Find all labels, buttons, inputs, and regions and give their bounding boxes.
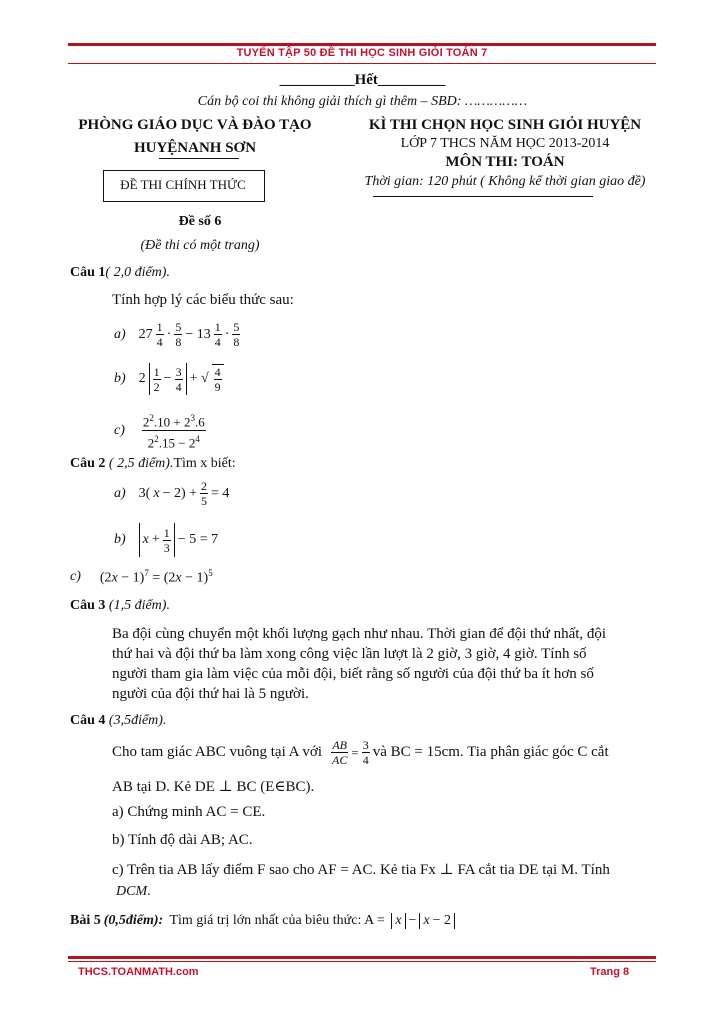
- q3-line1: Ba đội cùng chuyển một khối lượng gạch như nhau. Thời gian để đội thứ nhất, đội: [112, 626, 607, 642]
- q1-label: Câu 1: [70, 265, 106, 280]
- q4-angle: DCM.: [116, 884, 151, 899]
- q1a-label: a): [114, 326, 126, 342]
- footer-page: Trang 8: [590, 966, 630, 978]
- q1-points: ( 2,0 điểm).: [105, 265, 170, 280]
- exam-underline: [373, 196, 593, 197]
- q2-heading: [70, 456, 236, 472]
- q2-intro: Tìm x biết:: [173, 456, 236, 471]
- q4-part-b: b) Tính độ dài AB; AC.: [112, 832, 253, 848]
- q4-angle-text: DCM: [116, 884, 148, 899]
- q1a-expr: a) 27 $\frac{1}{4}$ · $\frac{5}{8}$ − 13 $\frac{1}{4}$ · $\frac{5}{8}$: [114, 320, 240, 349]
- exam-line1: KÌ THI CHỌN HỌC SINH GIỎI HUYỆN: [368, 117, 642, 133]
- header-rule-top: [68, 43, 656, 46]
- end-mark: __________Hết_________: [279, 72, 446, 88]
- q5-text: Tìm giá trị lớn nhất của biêu thức: A =: [166, 913, 389, 928]
- q4-line1: Cho tam giác ABC vuông tại A với $\frac{AB}{AC}$ = $\frac{3}{4}$ và BC = 15cm. Tia phân giác góc C cắt: [112, 738, 609, 767]
- q3-heading: [70, 598, 170, 614]
- q4-line1-start: Cho tam giác ABC vuông tại A với: [112, 744, 323, 760]
- q2a-label: a): [114, 485, 126, 501]
- q4-line2: AB tại D. Kẻ DE ⊥ BC (E∈BC).: [112, 779, 315, 795]
- q5-line: Bài 5 (0,5điểm): Tìm giá trị lớn nhất của biêu thức: A = x − x − 2: [70, 913, 455, 929]
- q2-label: Câu 2: [70, 456, 106, 471]
- q4-heading: [70, 713, 166, 729]
- q5-points: (0,5điểm):: [103, 913, 164, 928]
- invigilator-note: Cán bộ coi thi không giải thích gì thêm – SBD: ……………: [197, 94, 528, 109]
- q4-part-a: a) Chứng minh AC = CE.: [112, 804, 266, 820]
- q1-heading: [70, 265, 170, 281]
- q1b-expr: b) 2 $\frac{1}{2}$ − $\frac{3}{4}$ + √ $\frac{4}{9}$: [114, 363, 224, 395]
- q4-line1-end: và BC = 15cm. Tia phân giác góc C cắt: [372, 744, 609, 760]
- footer-site: THCS.TOANMATH.com: [78, 966, 199, 978]
- exam-line3: MÔN THI: TOÁN: [445, 154, 565, 170]
- q1c-expr: c) $\frac{2^2.10 + 2^3.6}{2^2.15 - 2^4}$: [114, 410, 206, 452]
- q4-part-c: c) Trên tia AB lấy điểm F sao cho AF = AC. Kẻ tia Fx ⊥ FA cắt tia DE tại M. Tính: [112, 862, 610, 878]
- q5-label: Bài 5: [70, 913, 101, 928]
- q1-intro: Tính hợp lý các biểu thức sau:: [112, 292, 294, 308]
- header-rule-bottom: [68, 63, 656, 64]
- exam-line2: LỚP 7 THCS NĂM HỌC 2013-2014: [400, 136, 610, 151]
- q3-line3: người tham gia làm việc của mỗi đội, biết rằng số người của đội thứ ba ít hơn số: [112, 666, 594, 682]
- official-label: ĐỀ THI CHÍNH THỨC: [120, 177, 246, 192]
- q3-line2: thứ hai và đội thứ ba làm xong công việc lần lượt là 2 giờ, 3 giờ, 4 giờ. Tính số: [112, 646, 587, 662]
- footer-rule-top: [68, 956, 656, 959]
- exam-number: Đề số 6: [178, 214, 222, 229]
- q4-points: (3,5điểm).: [105, 713, 167, 728]
- exam-time: Thời gian: 120 phút ( Không kể thời gian giao đề): [364, 174, 646, 189]
- q2c-expr: c) $(2x - 1)^7 = (2x - 1)^5$: [70, 568, 213, 586]
- org-line2: HUYỆNANH SƠN: [133, 140, 257, 156]
- header-title: TUYỂN TẬP 50 ĐỀ THI HỌC SINH GIỎI TOÁN 7: [236, 47, 488, 59]
- q4-label: Câu 4: [70, 713, 106, 728]
- q2b-expr: b) x + $\frac{1}{3}$ − 5 = 7: [114, 523, 218, 557]
- q2c-label: c): [70, 569, 81, 585]
- q2b-label: b): [114, 532, 126, 547]
- q2a-expr: a) 3( x − 2) + $\frac{2}{5}$ = 4: [114, 479, 230, 508]
- q3-label: Câu 3: [70, 598, 106, 613]
- q1b-label: b): [114, 371, 126, 386]
- q2-points: ( 2,5 điểm).: [105, 456, 174, 471]
- footer-rule-bottom: [68, 961, 656, 962]
- q3-points: (1,5 điểm).: [105, 598, 170, 613]
- org-underline: [159, 158, 239, 159]
- q1c-label: c): [114, 422, 125, 438]
- q3-line4: người của đội thứ hai là 5 người.: [112, 686, 309, 702]
- page-count-note: (Đề thi có một trang): [140, 238, 260, 253]
- org-line1: PHÒNG GIÁO DỤC VÀ ĐÀO TẠO: [78, 117, 312, 133]
